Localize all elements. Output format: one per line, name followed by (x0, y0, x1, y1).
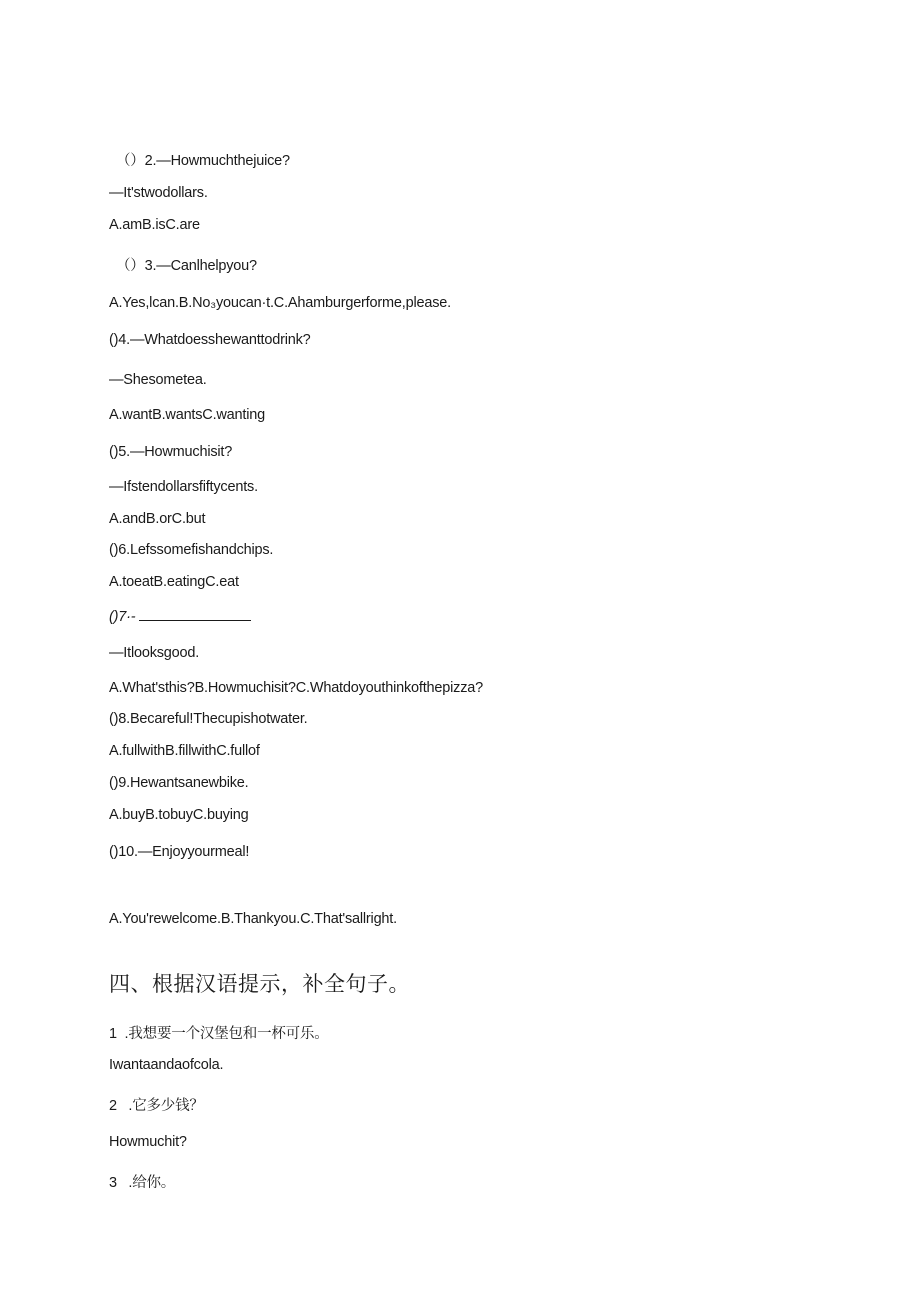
question-4-options: A.wantB.wantsC.wanting (109, 407, 265, 423)
item-number: 1 (109, 1026, 117, 1042)
section-4-heading: 四、根据汉语提示，补全句子。 (109, 973, 410, 996)
question-9-options: A.buyB.tobuyC.buying (109, 807, 249, 823)
question-7-number: ()7·- (109, 609, 136, 625)
item-chinese: .给你。 (128, 1175, 176, 1191)
item-chinese: .它多少钱？ (128, 1098, 204, 1114)
question-7-options: A.What'sthis?B.Howmuchisit?C.Whatdoyouthinkofthepizza? (109, 680, 483, 696)
question-4-stem: ()4.—Whatdoesshewanttodrink? (109, 332, 311, 348)
question-3-options: A.Yes,lcan.B.No₃youcan·t.C.Ahamburgerforme,please. (109, 295, 451, 311)
item-chinese: .我想要一个汉堡包和一杯可乐。 (124, 1026, 329, 1042)
question-6-stem: ()6.Lefssomefishandchips. (109, 542, 274, 558)
question-7-dialog: —Itlooksgood. (109, 645, 200, 661)
answer-blank (139, 606, 251, 621)
question-2-stem: （）2.—Howmuchthejuice? (116, 153, 290, 169)
item-number: 2 (109, 1098, 117, 1114)
section-4-item-1-english: Iwantaandaofcola. (109, 1057, 224, 1073)
question-5-dialog: —Ifstendollarsfiftycents. (109, 479, 258, 495)
question-10-stem: ()10.—Enjoyyourmeal! (109, 844, 250, 860)
section-4-item-3 (109, 1171, 175, 1192)
section-4-item-1 (109, 1022, 329, 1043)
question-10-options: A.You'rewelcome.B.Thankyou.C.That'sallright. (109, 911, 397, 927)
question-2-options: A.amB.isC.are (109, 217, 200, 233)
section-4-item-2-english: Howmuchit? (109, 1134, 187, 1150)
question-7-stem (109, 606, 251, 625)
item-number: 3 (109, 1175, 117, 1191)
question-3-stem: （）3.—Canlhelpyou? (116, 258, 257, 274)
question-5-options: A.andB.orC.but (109, 511, 206, 527)
section-4-item-2 (109, 1094, 204, 1115)
question-4-dialog: —Shesometea. (109, 372, 207, 388)
question-8-stem: ()8.Becareful!Thecupishotwater. (109, 711, 308, 727)
question-8-options: A.fullwithB.fillwithC.fullof (109, 743, 260, 759)
question-5-stem: ()5.—Howmuchisit? (109, 444, 233, 460)
question-6-options: A.toeatB.eatingC.eat (109, 574, 239, 590)
question-2-dialog: —It'stwodollars. (109, 185, 208, 201)
question-9-stem: ()9.Hewantsanewbike. (109, 775, 249, 791)
